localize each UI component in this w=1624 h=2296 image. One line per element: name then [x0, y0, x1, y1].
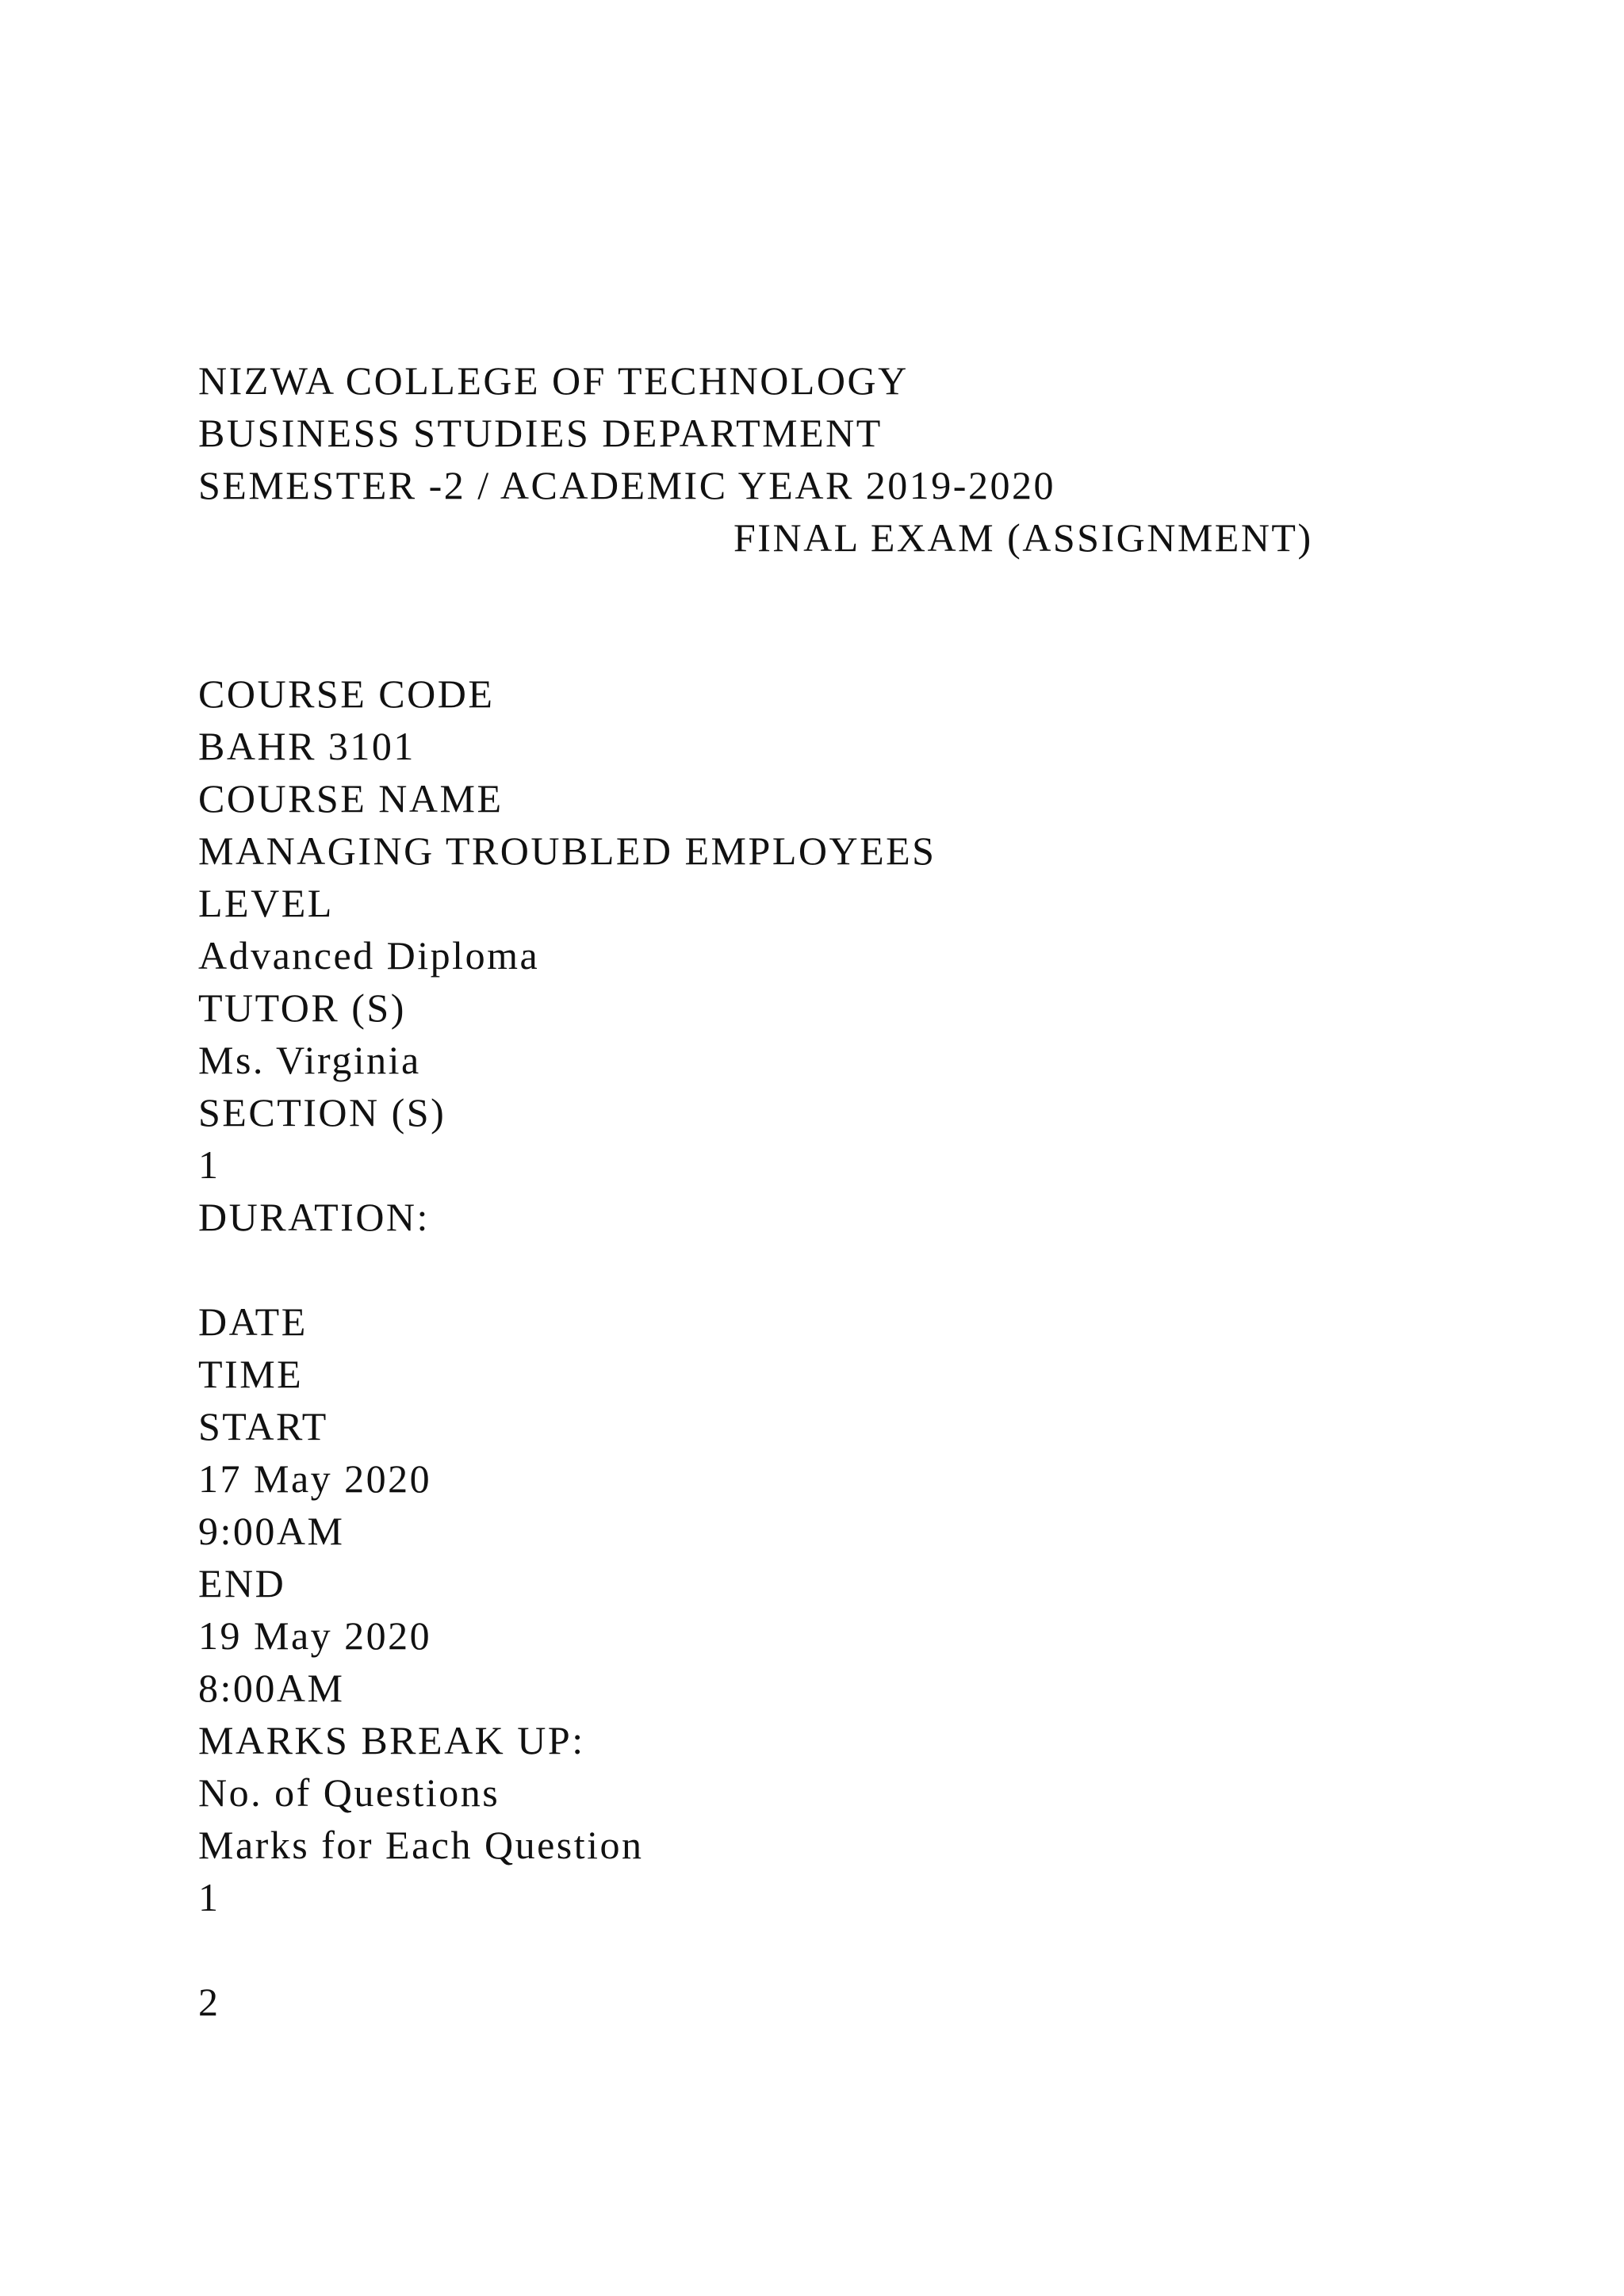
section-label: SECTION (S) [198, 1090, 446, 1135]
end-time: 8:00AM [198, 1666, 345, 1710]
marks-per-question-label: Marks for Each Question [198, 1823, 644, 1867]
course-code-label: COURSE CODE [198, 672, 495, 716]
date-label: DATE [198, 1299, 308, 1344]
start-label: START [198, 1404, 328, 1448]
marks-heading: MARKS BREAK UP: [198, 1718, 585, 1762]
start-date: 17 May 2020 [198, 1456, 432, 1501]
section-value: 1 [198, 1142, 220, 1187]
tutor-label: TUTOR (S) [198, 985, 406, 1030]
course-code-value: BAHR 3101 [198, 724, 416, 768]
duration-label: DURATION: [198, 1195, 430, 1239]
questions-label: No. of Questions [198, 1770, 500, 1815]
end-date: 19 May 2020 [198, 1613, 432, 1658]
marks-row-2: 2 [198, 1980, 220, 2024]
course-name-label: COURSE NAME [198, 776, 504, 821]
department-name: BUSINESS STUDIES DEPARTMENT [198, 411, 883, 455]
course-name-value: MANAGING TROUBLED EMPLOYEES [198, 828, 936, 873]
start-time: 9:00AM [198, 1509, 345, 1553]
tutor-value: Ms. Virginia [198, 1038, 421, 1082]
level-value: Advanced Diploma [198, 933, 540, 978]
end-label: END [198, 1561, 286, 1605]
exam-title: FINAL EXAM (ASSIGNMENT) [733, 515, 1313, 560]
level-label: LEVEL [198, 881, 334, 925]
semester-academic-year: SEMESTER -2 / ACADEMIC YEAR 2019-2020 [198, 463, 1055, 507]
time-label: TIME [198, 1352, 304, 1396]
college-name: NIZWA COLLEGE OF TECHNOLOGY [198, 358, 909, 403]
marks-row-1: 1 [198, 1875, 220, 1919]
